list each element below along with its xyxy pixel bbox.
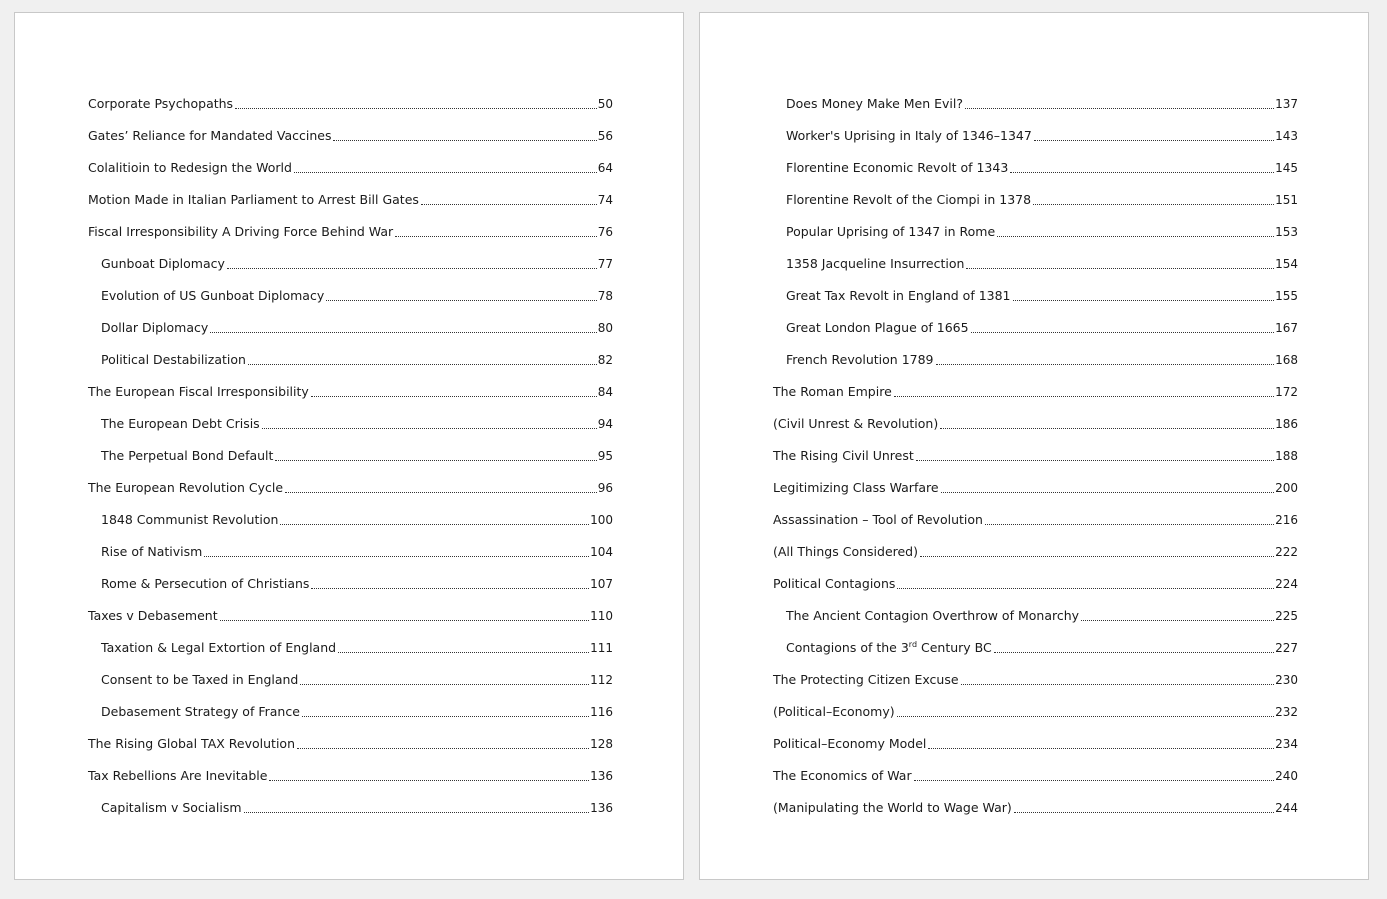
toc-entry[interactable] [773,575,1298,607]
toc-entry[interactable] [773,255,1298,287]
toc-entry-title-text: Great Tax Revolt in England of 1381 [786,288,1011,303]
toc-page-number: 104 [590,545,613,559]
toc-entry-title [88,736,295,752]
table-of-contents [88,95,613,831]
toc-page-number: 232 [1275,705,1298,719]
toc-dot-leader [220,608,590,621]
toc-dot-leader [1013,288,1275,301]
toc-entry-title [101,576,309,592]
toc-entry-title [101,640,336,656]
toc-entry-title [88,768,267,784]
toc-dot-leader [294,160,597,173]
toc-dot-leader [971,320,1275,333]
toc-entry[interactable] [773,767,1298,799]
toc-entry[interactable] [88,671,613,703]
toc-page-number: 111 [590,641,613,655]
toc-dot-leader [395,224,597,237]
toc-entry-title [101,352,246,368]
toc-entry-title [101,800,242,816]
toc-entry-title [786,640,992,656]
toc-entry-title [786,96,963,112]
toc-page-number: 145 [1275,161,1298,175]
toc-entry-title [773,512,983,528]
toc-page-number: 77 [597,257,613,271]
toc-dot-leader [326,288,596,301]
toc-dot-leader [275,448,596,461]
toc-dot-leader [920,544,1274,557]
toc-entry-title-text: Colalitioin to Redesign the World [88,160,292,175]
toc-page-number: 153 [1275,225,1298,239]
toc-entry-title [88,480,283,496]
toc-entry[interactable] [88,639,613,671]
toc-entry-title-text: Contagions of the 3 [786,640,909,655]
toc-entry-title-text: The Perpetual Bond Default [101,448,274,463]
toc-entry-title-text: Capitalism v Socialism [101,800,242,815]
toc-entry-title-text: Debasement Strategy of France [101,704,300,719]
toc-page-number: 154 [1275,257,1298,271]
toc-entry[interactable] [773,223,1298,255]
toc-dot-leader [914,768,1274,781]
toc-entry[interactable] [773,415,1298,447]
toc-entry-title-text: The European Revolution Cycle [88,480,284,495]
toc-entry-title-text: Gunboat Diplomacy [101,256,225,271]
toc-dot-leader [1014,800,1274,813]
toc-entry[interactable] [88,287,613,319]
toc-entry-title [88,224,393,240]
toc-entry-title-text: Rome & Persecution of Christians [101,576,310,591]
toc-entry-title [88,160,292,176]
toc-entry-title [773,416,938,432]
toc-page-number: 155 [1275,289,1298,303]
toc-dot-leader [965,96,1274,109]
toc-dot-leader [204,544,589,557]
toc-entry-title [773,672,959,688]
toc-entry-title-text: Political Destabilization [101,352,246,367]
toc-entry-title-text: Great London Plague of 1665 [786,320,969,335]
toc-entry-title-text: 1358 Jacqueline Insurrection [786,256,965,271]
toc-dot-leader [961,672,1275,685]
document-page-left [14,12,684,880]
toc-dot-leader [338,640,589,653]
toc-entry-title [101,448,273,464]
toc-entry[interactable] [773,543,1298,575]
toc-entry-title-text: The European Fiscal Irresponsibility [88,384,309,399]
toc-entry[interactable] [773,95,1298,127]
toc-dot-leader [244,800,590,813]
toc-entry-title-suffix: Century BC [917,640,992,655]
toc-entry[interactable] [773,799,1298,831]
toc-entry-title [101,672,298,688]
toc-page-number: 200 [1275,481,1298,495]
toc-entry-title [786,320,969,336]
toc-page-number: 112 [590,673,613,687]
toc-entry-title [88,128,331,144]
toc-entry[interactable] [773,287,1298,319]
toc-page-number: 136 [590,769,613,783]
toc-page-number: 186 [1275,417,1298,431]
toc-entry-title [88,96,233,112]
toc-dot-leader [1010,160,1274,173]
toc-entry-title-text: Florentine Revolt of the Ciompi in 1378 [786,192,1032,207]
toc-entry-title-text: Florentine Economic Revolt of 1343 [786,160,1009,175]
toc-entry-title [101,416,260,432]
toc-entry-title [773,704,895,720]
toc-page-number: 137 [1275,97,1298,111]
toc-dot-leader [210,320,596,333]
toc-dot-leader [285,480,597,493]
toc-dot-leader [897,576,1274,589]
toc-page-number: 84 [597,385,613,399]
toc-entry[interactable] [88,735,613,767]
toc-page-number: 188 [1275,449,1298,463]
toc-entry-title-text: Dollar Diplomacy [101,320,209,335]
toc-entry-title [101,704,300,720]
toc-entry-title [773,384,892,400]
toc-entry[interactable] [773,639,1298,671]
toc-dot-leader [894,384,1274,397]
toc-page-number: 78 [597,289,613,303]
toc-entry[interactable] [88,127,613,159]
toc-dot-leader [300,672,589,685]
toc-dot-leader [940,416,1274,429]
toc-dot-leader [333,128,596,141]
toc-entry-title [786,192,1031,208]
toc-entry-title-text: Political–Economy Model [773,736,927,751]
toc-entry-title-text: Tax Rebellions Are Inevitable [88,768,268,783]
toc-entry-title-text: Legitimizing Class Warfare [773,480,939,495]
toc-page-number: 82 [597,353,613,367]
toc-dot-leader [985,512,1274,525]
toc-entry[interactable] [88,159,613,191]
toc-entry-title [101,544,202,560]
toc-dot-leader [1081,608,1274,621]
toc-page-number: 128 [590,737,613,751]
toc-entry[interactable] [88,255,613,287]
toc-entry-title [773,736,926,752]
toc-entry-title-text: French Revolution 1789 [786,352,934,367]
toc-entry-title-text: Rise of Nativism [101,544,203,559]
toc-page-number: 76 [597,225,613,239]
toc-entry-title-text: Consent to be Taxed in England [101,672,299,687]
toc-entry-title-text: Evolution of US Gunboat Diplomacy [101,288,325,303]
toc-page-number: 100 [590,513,613,527]
toc-page-number: 110 [590,609,613,623]
toc-dot-leader [897,704,1274,717]
toc-entry-title [773,768,912,784]
toc-entry-title-text: The Rising Global TAX Revolution [88,736,295,751]
toc-dot-leader [269,768,589,781]
toc-dot-leader [421,192,597,205]
toc-page-number: 234 [1275,737,1298,751]
toc-dot-leader [297,736,589,749]
toc-entry-title [101,320,208,336]
toc-dot-leader [311,384,597,397]
toc-dot-leader [966,256,1274,269]
toc-entry-title [786,352,934,368]
toc-entry-title-text: (All Things Considered) [773,544,918,559]
toc-page-number: 244 [1275,801,1298,815]
toc-entry-title-text: 1848 Communist Revolution [101,512,279,527]
toc-entry-title [773,800,1012,816]
toc-page-number: 222 [1275,545,1298,559]
toc-dot-leader [997,224,1274,237]
toc-dot-leader [235,96,597,109]
toc-page-number: 216 [1275,513,1298,527]
toc-entry-title [88,608,218,624]
toc-page-number: 50 [597,97,613,111]
toc-entry[interactable] [773,447,1298,479]
toc-entry-title-text: (Political–Economy) [773,704,895,719]
toc-entry-title-text: The European Debt Crisis [101,416,260,431]
toc-page-number: 56 [597,129,613,143]
toc-entry[interactable] [88,415,613,447]
toc-entry[interactable] [773,479,1298,511]
toc-entry[interactable] [88,447,613,479]
document-page-right [699,12,1369,880]
toc-page-number: 64 [597,161,613,175]
toc-entry-title-superscript: rd [908,639,918,649]
toc-entry-title [786,288,1011,304]
toc-page-number: 230 [1275,673,1298,687]
toc-dot-leader [227,256,597,269]
toc-page-number: 225 [1275,609,1298,623]
toc-entry-title [773,576,895,592]
toc-dot-leader [1033,192,1274,205]
toc-entry-title-text: The Roman Empire [773,384,892,399]
toc-page-number: 74 [597,193,613,207]
toc-entry-title-text: The Protecting Citizen Excuse [773,672,959,687]
toc-entry-title-text: Popular Uprising of 1347 in Rome [786,224,996,239]
toc-dot-leader [311,576,589,589]
toc-entry-title [773,480,939,496]
toc-entry-title [786,128,1032,144]
toc-entry-title-text: Corporate Psychopaths [88,96,234,111]
toc-page-number: 224 [1275,577,1298,591]
toc-entry-title [786,608,1079,624]
toc-entry-title-text: (Civil Unrest & Revolution) [773,416,939,431]
toc-entry[interactable] [88,543,613,575]
toc-entry[interactable] [773,159,1298,191]
toc-entry-title [101,512,278,528]
toc-entry[interactable] [773,735,1298,767]
toc-entry[interactable] [88,703,613,735]
toc-entry-title [101,256,225,272]
toc-entry-title-text: Taxation & Legal Extortion of England [101,640,337,655]
toc-page-number: 168 [1275,353,1298,367]
toc-entry-title-text: Motion Made in Italian Parliament to Arrest Bill Gates [88,192,419,207]
toc-entry[interactable] [773,703,1298,735]
toc-entry[interactable] [773,191,1298,223]
toc-dot-leader [994,640,1274,653]
toc-entry[interactable] [88,479,613,511]
toc-page-number: 96 [597,481,613,495]
toc-page-number: 116 [590,705,613,719]
toc-entry-title [786,160,1008,176]
toc-entry[interactable] [88,383,613,415]
toc-entry-title-text: The Ancient Contagion Overthrow of Monarchy [786,608,1080,623]
toc-entry-title [88,192,419,208]
toc-dot-leader [302,704,589,717]
toc-page-number: 95 [597,449,613,463]
toc-entry-title-text: Gates’ Reliance for Mandated Vaccines [88,128,332,143]
toc-entry-title [101,288,324,304]
toc-entry[interactable] [88,607,613,639]
toc-entry-title [773,544,918,560]
toc-entry[interactable] [88,575,613,607]
toc-entry[interactable] [773,319,1298,351]
toc-entry-title-text: The Rising Civil Unrest [773,448,914,463]
toc-entry[interactable] [773,607,1298,639]
table-of-contents [773,95,1298,831]
toc-dot-leader [916,448,1274,461]
toc-dot-leader [941,480,1275,493]
toc-entry-title-text: Fiscal Irresponsibility A Driving Force Behind War [88,224,394,239]
toc-entry[interactable] [88,95,613,127]
toc-dot-leader [936,352,1275,365]
toc-entry[interactable] [88,511,613,543]
toc-dot-leader [262,416,597,429]
toc-entry[interactable] [88,319,613,351]
toc-entry-title-text: Taxes v Debasement [88,608,218,623]
toc-entry-title-text: (Manipulating the World to Wage War) [773,800,1012,815]
toc-page-number: 107 [590,577,613,591]
toc-page-number: 151 [1275,193,1298,207]
toc-page-number: 136 [590,801,613,815]
toc-page-number: 227 [1275,641,1298,655]
toc-entry[interactable] [88,767,613,799]
toc-entry[interactable] [773,671,1298,703]
toc-entry-title [786,224,995,240]
toc-entry[interactable] [773,511,1298,543]
toc-page-number: 94 [597,417,613,431]
toc-entry[interactable] [88,351,613,383]
toc-dot-leader [928,736,1274,749]
toc-dot-leader [1034,128,1274,141]
toc-entry-title-text: Assassination – Tool of Revolution [773,512,983,527]
toc-entry-title-text: Political Contagions [773,576,896,591]
toc-page-number: 172 [1275,385,1298,399]
toc-dot-leader [248,352,597,365]
toc-entry-title-text: The Economics of War [773,768,912,783]
toc-entry[interactable] [88,223,613,255]
toc-entry[interactable] [88,799,613,831]
toc-entry-title-text: Does Money Make Men Evil? [786,96,964,111]
toc-entry[interactable] [773,383,1298,415]
toc-dot-leader [280,512,589,525]
toc-entry-title-text: Worker's Uprising in Italy of 1346–1347 [786,128,1032,143]
toc-entry-title [88,384,309,400]
toc-entry[interactable] [88,191,613,223]
toc-entry[interactable] [773,127,1298,159]
toc-page-number: 167 [1275,321,1298,335]
toc-page-number: 143 [1275,129,1298,143]
toc-page-number: 80 [597,321,613,335]
toc-page-number: 240 [1275,769,1298,783]
toc-entry-title [786,256,964,272]
toc-entry[interactable] [773,351,1298,383]
toc-entry-title [773,448,914,464]
